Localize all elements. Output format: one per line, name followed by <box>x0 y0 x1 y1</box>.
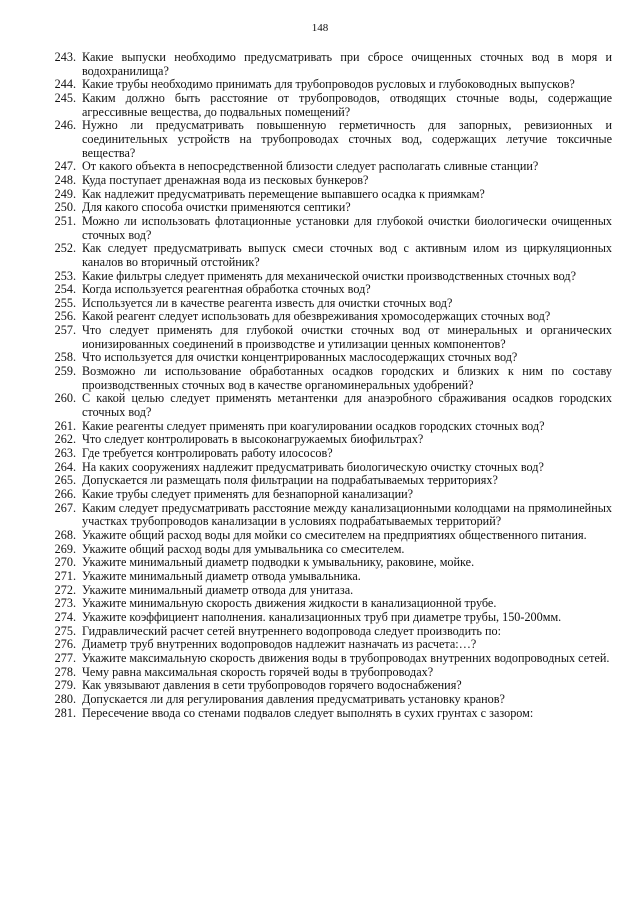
question-number: 277. <box>54 650 76 665</box>
question-number: 257. <box>54 323 76 338</box>
question-number: 274. <box>54 609 76 624</box>
question-number: 259. <box>54 364 76 379</box>
question-number: 253. <box>54 268 76 283</box>
question-number: 279. <box>54 678 76 693</box>
question-number: 275. <box>54 623 76 638</box>
question-text: На каких сооружениях надлежит предусматривать биологическую очистку сточных вод? <box>82 459 544 474</box>
question-text: Что следует применять для глубокой очистки сточных вод от минеральных и органических ионизированных соединений в производстве и утилизации ценных компонентов? <box>82 323 612 351</box>
question-number: 263. <box>54 446 76 461</box>
question-number: 244. <box>54 77 76 92</box>
question-text: Для какого способа очистки применяются септики? <box>82 200 351 215</box>
question-item <box>48 297 612 311</box>
question-item <box>48 625 612 639</box>
question-number: 261. <box>54 418 76 433</box>
question-number: 258. <box>54 350 76 365</box>
question-item <box>48 529 612 543</box>
question-text: Как следует предусматривать выпуск смеси сточных вод с активным илом из циркуляционных каналов во вторичный отстойник? <box>82 241 612 269</box>
question-number: 273. <box>54 596 76 611</box>
question-item <box>48 611 612 625</box>
question-text: Нужно ли предусматривать повышенную герметичность для запорных, ревизионных и соединительных устройств на трубопроводах сточных вод, содержащих летучие токсичные вещества? <box>82 118 612 160</box>
question-number: 246. <box>54 118 76 133</box>
question-item <box>48 474 612 488</box>
question-text: Укажите минимальный диаметр подводки к умывальнику, раковине, мойке. <box>82 555 475 570</box>
question-item <box>48 160 612 174</box>
question-text: Каким следует предусматривать расстояние между канализационными колодцами на прямолинейных участках трубопроводов канализации в условиях подрабатываемых территорий? <box>82 500 612 529</box>
question-text: Какие трубы следует применять для безнапорной канализации? <box>82 487 414 501</box>
question-text: Какие реагенты следует применять при коагулировании осадков городских сточных вод? <box>82 418 545 433</box>
question-item <box>48 488 612 502</box>
question-item <box>48 461 612 475</box>
question-text: Какой реагент следует использовать для обезвреживания хромосодержащих сточных вод? <box>82 309 551 324</box>
question-item <box>48 119 612 160</box>
question-item <box>48 392 612 419</box>
question-text: Диаметр труб внутренних водопроводов надлежит назначать из расчета:…? <box>82 637 477 652</box>
question-text: Чему равна максимальная скорость горячей воды в трубопроводах? <box>82 664 434 679</box>
question-text: Каким должно быть расстояние от трубопроводов, отводящих сточные воды, содержащие агрессивные вещества, до подвальных помещений? <box>82 90 612 119</box>
question-text: Допускается ли для регулирования давления предусматривать установку кранов? <box>82 691 505 706</box>
question-number: 255. <box>54 295 76 310</box>
question-number: 272. <box>54 582 76 597</box>
question-number: 266. <box>54 487 76 501</box>
question-number: 247. <box>54 159 76 174</box>
question-number: 260. <box>54 391 76 406</box>
question-item <box>48 283 612 297</box>
question-item <box>48 556 612 570</box>
question-item <box>48 638 612 652</box>
question-item <box>48 447 612 461</box>
question-item <box>48 584 612 598</box>
question-text: Укажите общий расход воды для умывальника со смесителем. <box>82 541 405 556</box>
question-text: Что следует контролировать в высоконагружаемых биофильтрах? <box>82 432 424 447</box>
question-text: С какой целью следует применять метантенки для анаэробного сбраживания осадков городских сточных вод? <box>82 391 612 420</box>
question-text: Возможно ли использование обработанных осадков городских и близких к ним по составу производственных сточных вод в качестве органоминеральных удобрений? <box>82 364 612 392</box>
question-number: 267. <box>54 500 76 515</box>
question-text: Куда поступает дренажная вода из песковых бункеров? <box>82 172 369 187</box>
question-number: 281. <box>54 705 76 720</box>
question-item <box>48 543 612 557</box>
question-number: 280. <box>54 691 76 706</box>
question-text: От какого объекта в непосредственной близости следует располагать сливные станции? <box>82 159 539 174</box>
question-item <box>48 201 612 215</box>
question-item <box>48 707 612 721</box>
question-text: Можно ли использовать флотационные установки для глубокой очистки биологически очищенных сточных вод? <box>82 213 612 242</box>
question-number: 243. <box>54 50 76 64</box>
question-text: Используется ли в качестве реагента известь для очистки сточных вод? <box>82 295 453 310</box>
question-item <box>48 310 612 324</box>
question-item <box>48 420 612 434</box>
question-number: 256. <box>54 309 76 324</box>
question-number: 249. <box>54 186 76 201</box>
question-text: Пересечение ввода со стенами подвалов следует выполнять в сухих грунтах с зазором: <box>82 705 534 720</box>
question-item <box>48 570 612 584</box>
question-text: Когда используется реагентная обработка сточных вод? <box>82 282 371 297</box>
question-item <box>48 78 612 92</box>
question-number: 265. <box>54 473 76 488</box>
question-text: Какие трубы необходимо принимать для трубопроводов русловых и глубоководных выпусков? <box>82 77 575 92</box>
question-item <box>48 215 612 242</box>
question-text: Укажите максимальную скорость движения воды в трубопроводах внутренних водопроводных сетей. <box>82 650 610 665</box>
question-number: 251. <box>54 213 76 228</box>
question-item <box>48 242 612 269</box>
question-item <box>48 666 612 680</box>
question-text: Укажите минимальный диаметр отвода для унитаза. <box>82 582 354 597</box>
question-text: Гидравлический расчет сетей внутреннего водопровода следует производить по: <box>82 623 502 638</box>
question-text: Укажите коэффициент наполнения. канализационных труб при диаметре трубы, 150-200мм. <box>82 609 562 624</box>
question-item <box>48 351 612 365</box>
question-item <box>48 365 612 392</box>
question-number: 262. <box>54 432 76 447</box>
question-text: Какие выпуски необходимо предусматривать при сбросе очищенных сточных вод в моря и водохранилища? <box>82 50 612 78</box>
question-item <box>48 270 612 284</box>
question-text: Укажите минимальный диаметр отвода умывальника. <box>82 568 361 583</box>
question-item <box>48 174 612 188</box>
question-number: 276. <box>54 637 76 652</box>
question-text: Где требуется контролировать работу илососов? <box>82 446 333 461</box>
question-text: Какие фильтры следует применять для механической очистки производственных сточных вод? <box>82 268 577 283</box>
question-number: 269. <box>54 541 76 556</box>
question-number: 252. <box>54 241 76 256</box>
question-item <box>48 51 612 78</box>
question-number: 271. <box>54 568 76 583</box>
question-item <box>48 679 612 693</box>
question-text: Что используется для очистки концентрированных маслосодержащих сточных вод? <box>82 350 518 365</box>
question-item <box>48 92 612 119</box>
question-text: Как надлежит предусматривать перемещение выпавшего осадка к приямкам? <box>82 186 485 201</box>
question-text: Как увязывают давления в сети трубопроводов горячего водоснабжения? <box>82 678 462 693</box>
question-number: 270. <box>54 555 76 570</box>
question-number: 248. <box>54 172 76 187</box>
question-number: 250. <box>54 200 76 215</box>
question-number: 278. <box>54 664 76 679</box>
question-item <box>48 433 612 447</box>
question-item <box>48 597 612 611</box>
question-text: Укажите минимальную скорость движения жидкости в канализационной трубе. <box>82 596 497 611</box>
question-number: 268. <box>54 527 76 542</box>
question-number: 254. <box>54 282 76 297</box>
question-item <box>48 652 612 666</box>
question-number: 264. <box>54 459 76 474</box>
question-list <box>48 51 612 720</box>
question-item <box>48 188 612 202</box>
question-text: Допускается ли размещать поля фильтрации на подрабатываемых территориях? <box>82 473 498 488</box>
question-item <box>48 502 612 529</box>
question-number: 245. <box>54 90 76 105</box>
question-item <box>48 324 612 351</box>
question-text: Укажите общий расход воды для мойки со смесителем на предприятиях общественного питания. <box>82 527 587 542</box>
question-item <box>48 693 612 707</box>
page-number: 148 <box>311 22 329 34</box>
